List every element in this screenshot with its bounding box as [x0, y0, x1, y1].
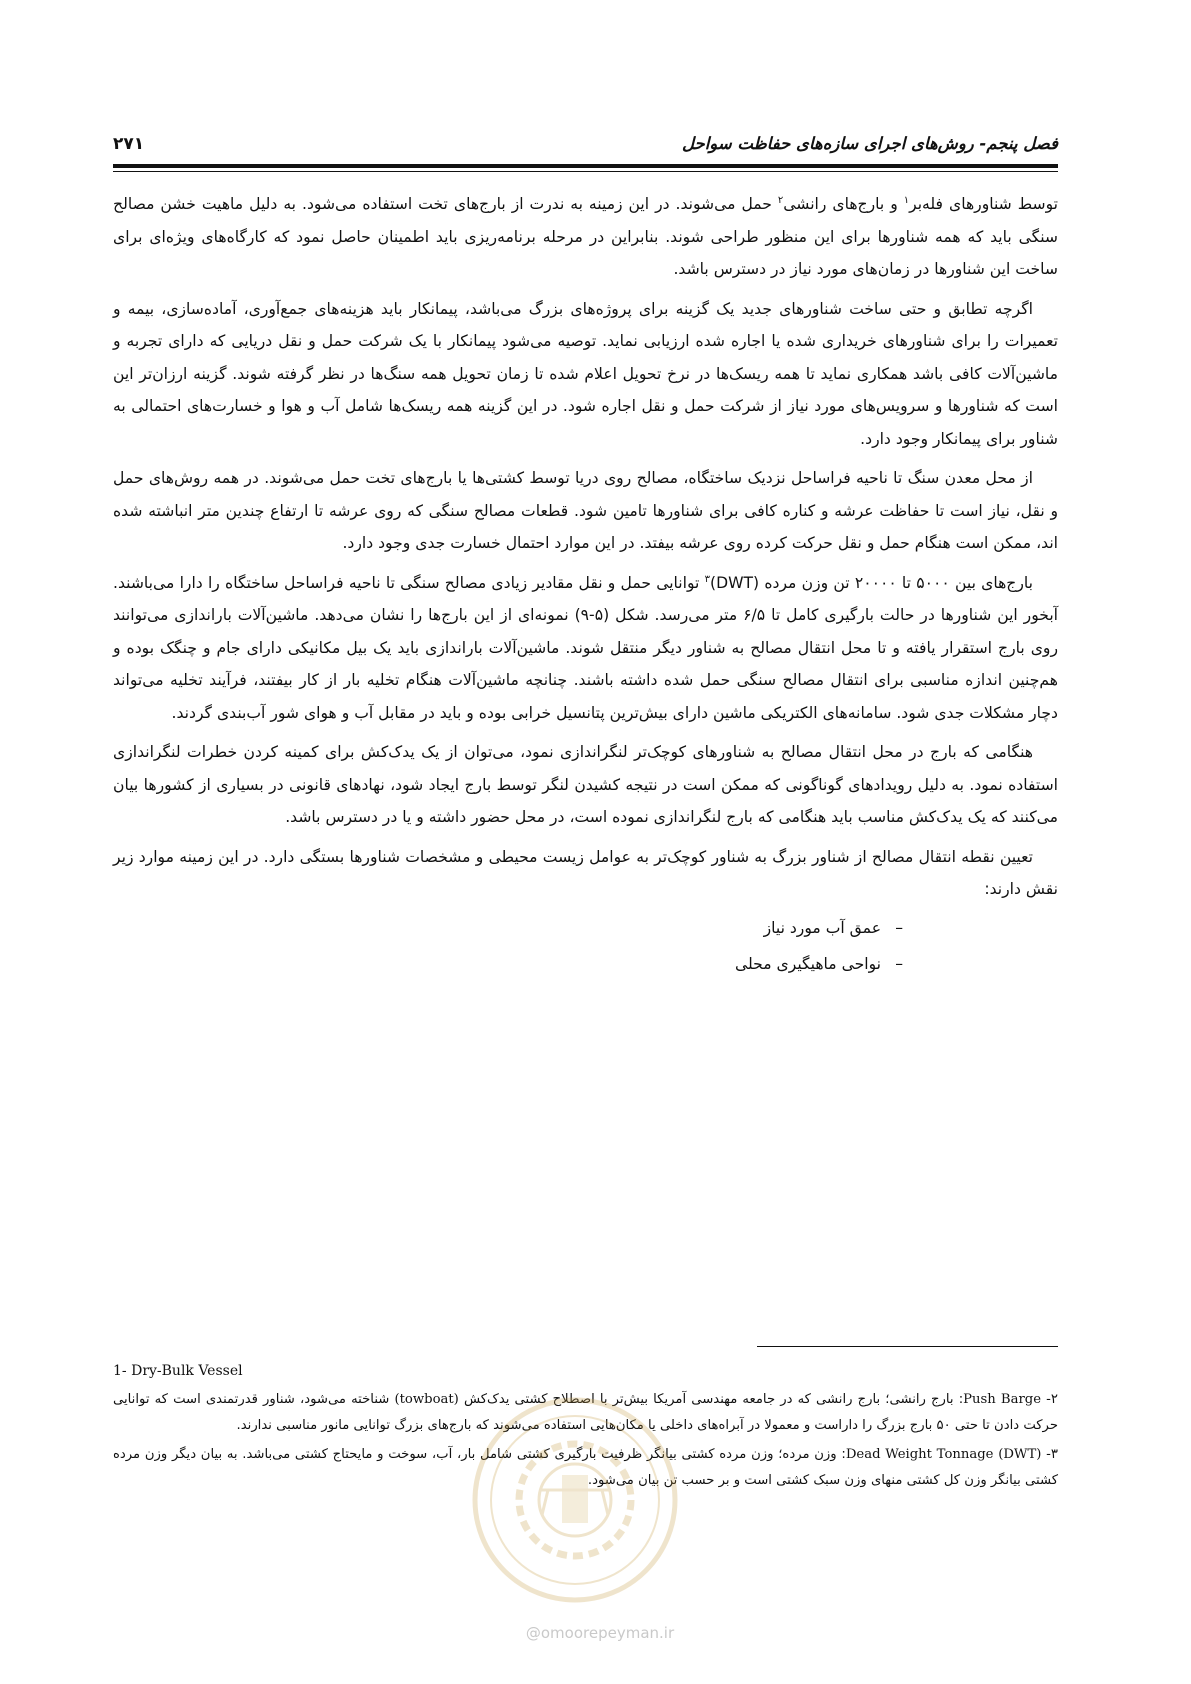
chapter-title: فصل پنجم- روش‌های اجرای سازه‌های حفاظت سواحل: [682, 134, 1058, 153]
footnote-3-number: ۳-: [1046, 1446, 1058, 1462]
paragraph-1-part-c: حمل می‌شوند. در این زمینه به ندرت از بارج‌های تخت استفاده می‌شود. به دلیل ماهیت خشن مصالح سنگی باید که همه شناورها برای این منظور طراحی شوند. بنابراین در مرحله برنامه‌ریزی باید اطمینان حاصل نمود که کارگاه‌های ویژه‌ای برای ساخت این شناورها در زمان‌های مورد نیاز در دسترس باشد.: [113, 195, 1058, 278]
bullet-marker: –: [895, 954, 903, 973]
footnote-2-latin: (towboat): [394, 1391, 459, 1407]
body-text: [113, 188, 1058, 982]
footnote-2-text-b: شناخته می‌شود، شناور قدرتمندی است که توانایی حرکت دادن تا حتی ۵۰ بارج بزرگ را داراست و معمولا در آبراه‌های داخلی یا مکان‌هایی استفاده می‌شوند که بارج‌های بزرگ توانایی مانور مناسبی ندارند.: [113, 1391, 1058, 1433]
watermark-seal-icon: [470, 1395, 680, 1605]
page-header: [113, 130, 1058, 158]
footnote-2-number: ۲-: [1046, 1391, 1058, 1407]
footnote-ref-1: ۱: [903, 194, 910, 206]
bullet-marker: –: [895, 918, 903, 937]
footnote-ref-3: ۳: [704, 573, 710, 585]
footnote-3-text: : وزن مرده؛ وزن مرده کشتی بیانگر ظرفیت بارگیری کشتی شامل بار، آب، سوخت و مایحتاج کشتی می‌باشد. به بیان دیگر وزن مرده کشتی بیانگر وزن کل کشتی منهای وزن سبک کشتی است و بر حسب تن بیان می‌شود.: [113, 1446, 1058, 1488]
list-item: [113, 910, 903, 946]
footnote-2-text-a: : بارج رانشی؛ بارج رانشی که در جامعه مهندسی آمریکا بیش‌تر با اصطلاح کشتی یدک‌کش: [463, 1391, 964, 1407]
footnote-2-term: Push Barge: [963, 1391, 1041, 1407]
paragraph-1-part-b: و بارج‌های رانشی: [783, 195, 904, 213]
paragraph-4-part-a: بارج‌های بین ۵۰۰۰ تا ۲۰۰۰۰ تن وزن مرده (DWT): [709, 573, 1033, 592]
paragraph-1-part-a: توسط شناورهای فله‌بر: [909, 195, 1058, 213]
list-item: [113, 946, 903, 982]
footnote-3-term: Dead Weight Tonnage (DWT): [845, 1446, 1042, 1462]
bullet-text: عمق آب مورد نیاز: [763, 918, 881, 937]
header-rule-thin: [113, 171, 1058, 172]
bullet-list: [113, 910, 1058, 982]
footnote-1: 1- Dry-Bulk Vessel: [113, 1363, 243, 1379]
bullet-text: نواحی ماهیگیری محلی: [734, 954, 881, 973]
paragraph-5: هنگامی که بارج در محل انتقال مصالح به شناورهای کوچک‌تر لنگراندازی نمود، می‌توان از یک یدک‌کش برای کمینه کردن خطرات لنگراندازی استفاده نمود. به دلیل رویدادهای گوناگونی که ممکن است در نتیجه کشیدن لنگر توسط بارج ایجاد شود، نهادهای قانونی در بسیاری از کشورها بیان می‌کنند که یک یدک‌کش مناسب باید هنگامی که بارج لنگراندازی نموده است، در محل حضور داشته و یا در دسترس باشد.: [113, 743, 1058, 826]
paragraph-1: [113, 188, 1058, 286]
footnote-ref-2: ۲: [777, 194, 784, 206]
paragraph-4: [113, 567, 1058, 730]
paragraph-2: اگرچه تطابق و حتی ساخت شناورهای جدید یک گزینه برای پروژه‌های بزرگ می‌باشد، پیمانکار باید هزینه‌های جمع‌آوری، آماده‌سازی، بیمه و تعمیرات را برای شناورهای خریداری شده یا اجاره شده ارزیابی نماید. توصیه می‌شود پیمانکار با یک شرکت حمل و نقل دریایی که دارای تجربه و ماشین‌آلات کافی باشد همکاری نماید تا همه ریسک‌ها در نرخ تحویل اعلام شده تا زمان تحویل همه سنگ‌ها در نظر گرفته شوند. گزینه ارزان‌تر این است که شناورها و سرویس‌های مورد نیاز از شرکت حمل و نقل اجاره شود. در این گزینه همه ریسک‌ها شامل آب و هوا و خسارت‌های احتمالی به شناور برای پیمانکار وجود دارد.: [113, 299, 1058, 448]
page-number: ۲۷۱: [113, 134, 145, 154]
paragraph-3: از محل معدن سنگ تا ناحیه فراساحل نزدیک ساختگاه، مصالح روی دریا توسط کشتی‌ها یا بارج‌های تخت حمل می‌شوند. در همه روش‌های حمل و نقل، نیاز است تا حفاظت عرشه و کناره کافی برای شناورها تامین شود. قطعات مصالح سنگی که روی عرشه تا ارتفاع چندین متر انباشته شده اند، ممکن است هنگام حمل و نقل حرکت کرده روی عرشه بیفتد. در این موارد احتمال خسارت جدی وجود دارد.: [113, 469, 1058, 552]
paragraph-4-part-b: توانایی حمل و نقل مقادیر زیادی مصالح سنگی تا ناحیه فراساحل ساختگاه را دارا می‌باشند. آبخور این شناورها در حالت بارگیری کامل تا ۶/۵ متر می‌رسد. شکل (۵-۹) نمونه‌ای از این بارج‌ها را نشان می‌دهد. ماشین‌آلات باراندازی می‌توانند روی بارج استقرار یافته و تا محل انتقال مصالح به شناور دیگر منتقل شوند. ماشین‌آلات باراندازی باید یک بیل مکانیکی دارای جام و چنگک بوده و هم‌چنین اندازه مناسبی برای انتقال مصالح سنگی حمل شده داشته باشند. چنانچه ماشین‌آلات هنگام تخلیه بار از کار بیفتند، فرآیند تخلیه می‌تواند دچار مشکلات جدی شود. سامانه‌های الکتریکی ماشین دارای بیش‌ترین پتانسیل خرابی بوده و باید در مقابل آب و هوای شور آب‌بندی گردند.: [113, 573, 1059, 722]
footnote-separator: [757, 1346, 1058, 1347]
header-rule-thick: [113, 164, 1058, 168]
paragraph-6: تعیین نقطه انتقال مصالح از شناور بزرگ به شناور کوچک‌تر به عوامل زیست محیطی و مشخصات شناورها بستگی دارد. در این زمینه موارد زیر نقش دارند:: [113, 847, 1058, 898]
watermark-site: @omoorepeyman.ir: [525, 1624, 675, 1642]
